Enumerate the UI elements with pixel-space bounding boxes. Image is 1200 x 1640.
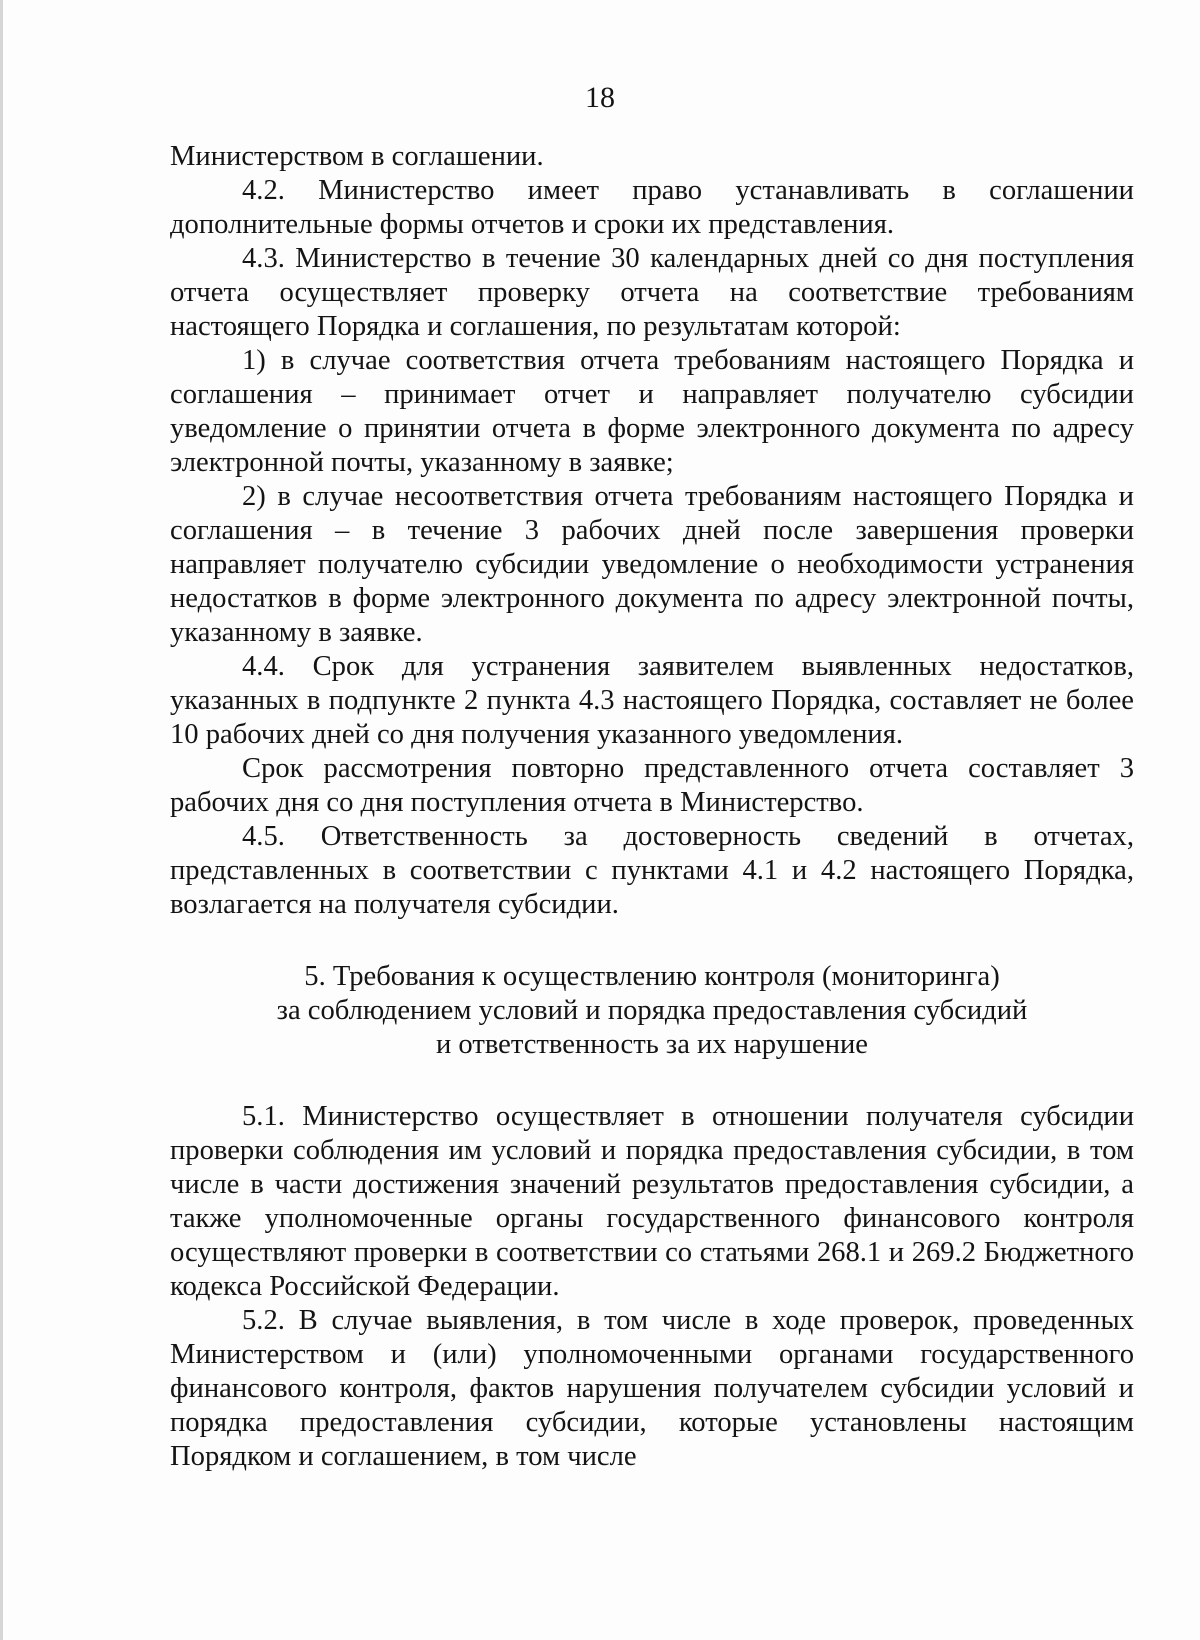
paragraph-4-4: 4.4. Срок для устранения заявителем выявленных недостатков, указанных в подпункте 2 пункта 4.3 настоящего Порядка, составляет не более 10 рабочих дней со дня получения указанного уведомления. bbox=[170, 651, 1134, 750]
paragraph-4-4-review-term: Срок рассмотрения повторно представленного отчета составляет 3 рабочих дня со дня поступления отчета в Министерство. bbox=[170, 753, 1134, 818]
section-heading-line-2: за соблюдением условий и порядка предоставления субсидий bbox=[276, 995, 1028, 1026]
paragraph-continuation: Министерством в соглашении. bbox=[170, 141, 544, 172]
paragraph-5-2: 5.2. В случае выявления, в том числе в ходе проверок, проведенных Министерством и (или) уполномоченными органами государственного финансового контроля, фактов нарушения получателем субсидии условий и порядка предоставления субсидии, которые установлены настоящим Порядком и соглашением, в том числе bbox=[170, 1305, 1134, 1472]
paragraph-5-1: 5.1. Министерство осуществляет в отношении получателя субсидии проверки соблюдения им условий и порядка предоставления субсидии, в том числе в части достижения значений результатов предоставления субсидии, а также уполномоченные органы государственного финансового контроля осуществляют проверки в соответствии со статьями 268.1 и 269.2 Бюджетного кодекса Российской Федерации. bbox=[170, 1101, 1134, 1302]
paragraph-4-3: 4.3. Министерство в течение 30 календарных дней со дня поступления отчета осуществляет проверку отчета на соответствие требованиям настоящего Порядка и соглашения, по результатам которой: bbox=[170, 243, 1134, 342]
section-heading-line-3: и ответственность за их нарушение bbox=[435, 1029, 869, 1060]
document-body bbox=[170, 140, 1134, 1474]
paragraph-4-2: 4.2. Министерство имеет право устанавливать в соглашении дополнительные формы отчетов и сроки их представления. bbox=[170, 175, 1134, 240]
section-heading-line-1: 5. Требования к осуществлению контроля (мониторинга) bbox=[304, 961, 1000, 992]
paragraph-4-3-item-2: 2) в случае несоответствия отчета требованиям настоящего Порядка и соглашения – в течение 3 рабочих дней после завершения проверки направляет получателю субсидии уведомление о необходимости устранения недостатков в форме электронного документа по адресу электронной почты, указанному в заявке. bbox=[170, 481, 1134, 648]
scan-edge bbox=[0, 0, 3, 1640]
paragraph-4-3-item-1: 1) в случае соответствия отчета требованиям настоящего Порядка и соглашения – принимает отчет и направляет получателю субсидии уведомление о принятии отчета в форме электронного документа по адресу электронной почты, указанному в заявке; bbox=[170, 345, 1134, 478]
page-number: 18 bbox=[585, 81, 615, 114]
paragraph-4-5: 4.5. Ответственность за достоверность сведений в отчетах, представленных в соответствии с пунктами 4.1 и 4.2 настоящего Порядка, возлагается на получателя субсидии. bbox=[170, 821, 1134, 920]
section-heading bbox=[170, 960, 1134, 1062]
